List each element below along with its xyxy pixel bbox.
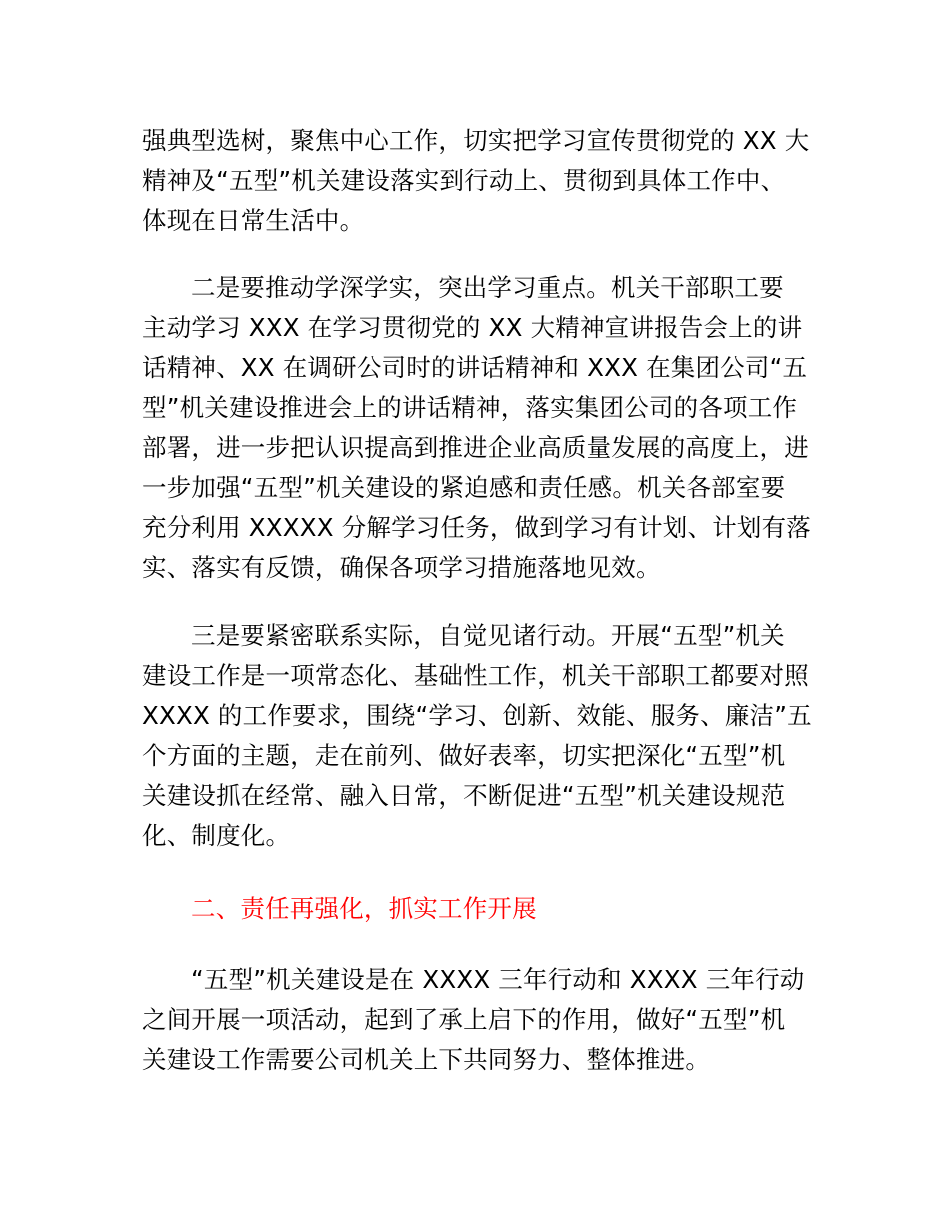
paragraph-3-line-4: 个方面的主题，走在前列、做好表率，切实把深化“五型”机: [142, 741, 786, 770]
paragraph-4-line-1: “五型”机关建设是在 XXXX 三年行动和 XXXX 三年行动: [191, 965, 805, 994]
paragraph-3-line-2: 建设工作是一项常态化、基础性工作，机关干部职工都要对照: [142, 661, 809, 690]
paragraph-1-line-3: 体现在日常生活中。: [142, 206, 365, 235]
section-heading: 二、责任再强化，抓实工作开展: [191, 894, 537, 923]
paragraph-2-line-8: 实、落实有反馈，确保各项学习措施落地见效。: [142, 553, 661, 582]
paragraph-4-line-2: 之间开展一项活动，起到了承上启下的作用，做好“五型”机: [142, 1005, 786, 1034]
paragraph-2-line-4: 型”机关建设推进会上的讲话精神，落实集团公司的各项工作: [142, 393, 798, 422]
paragraph-2-line-1: 二是要推动学深学实，突出学习重点。机关干部职工要: [191, 273, 784, 302]
paragraph-2-line-5: 部署，进一步把认识提高到推进企业高质量发展的高度上，进: [142, 433, 809, 462]
paragraph-3-line-6: 化、制度化。: [142, 821, 291, 850]
paragraph-2-line-7: 充分利用 XXXXX 分解学习任务，做到学习有计划、计划有落: [142, 513, 811, 542]
paragraph-1-line-1: 强典型选树，聚焦中心工作，切实把学习宣传贯彻党的 XX 大: [142, 126, 810, 155]
paragraph-2-line-2: 主动学习 XXX 在学习贯彻党的 XX 大精神宣讲报告会上的讲: [142, 313, 803, 342]
paragraph-1-line-2: 精神及“五型”机关建设落实到行动上、贯彻到具体工作中、: [142, 166, 786, 195]
paragraph-2-line-6: 一步加强“五型”机关建设的紧迫感和责任感。机关各部室要: [142, 473, 786, 502]
paragraph-3-line-1: 三是要紧密联系实际，自觉见诸行动。开展“五型”机关: [191, 621, 785, 650]
paragraph-3-line-3: XXXX 的工作要求，围绕“学习、创新、效能、服务、廉洁”五: [142, 701, 812, 730]
paragraph-4-line-3: 关建设工作需要公司机关上下共同努力、整体推进。: [142, 1045, 711, 1074]
paragraph-3-line-5: 关建设抓在经常、融入日常，不断促进“五型”机关建设规范: [142, 781, 786, 810]
paragraph-2-line-3: 话精神、XX 在调研公司时的讲话精神和 XXX 在集团公司“五: [142, 353, 808, 382]
